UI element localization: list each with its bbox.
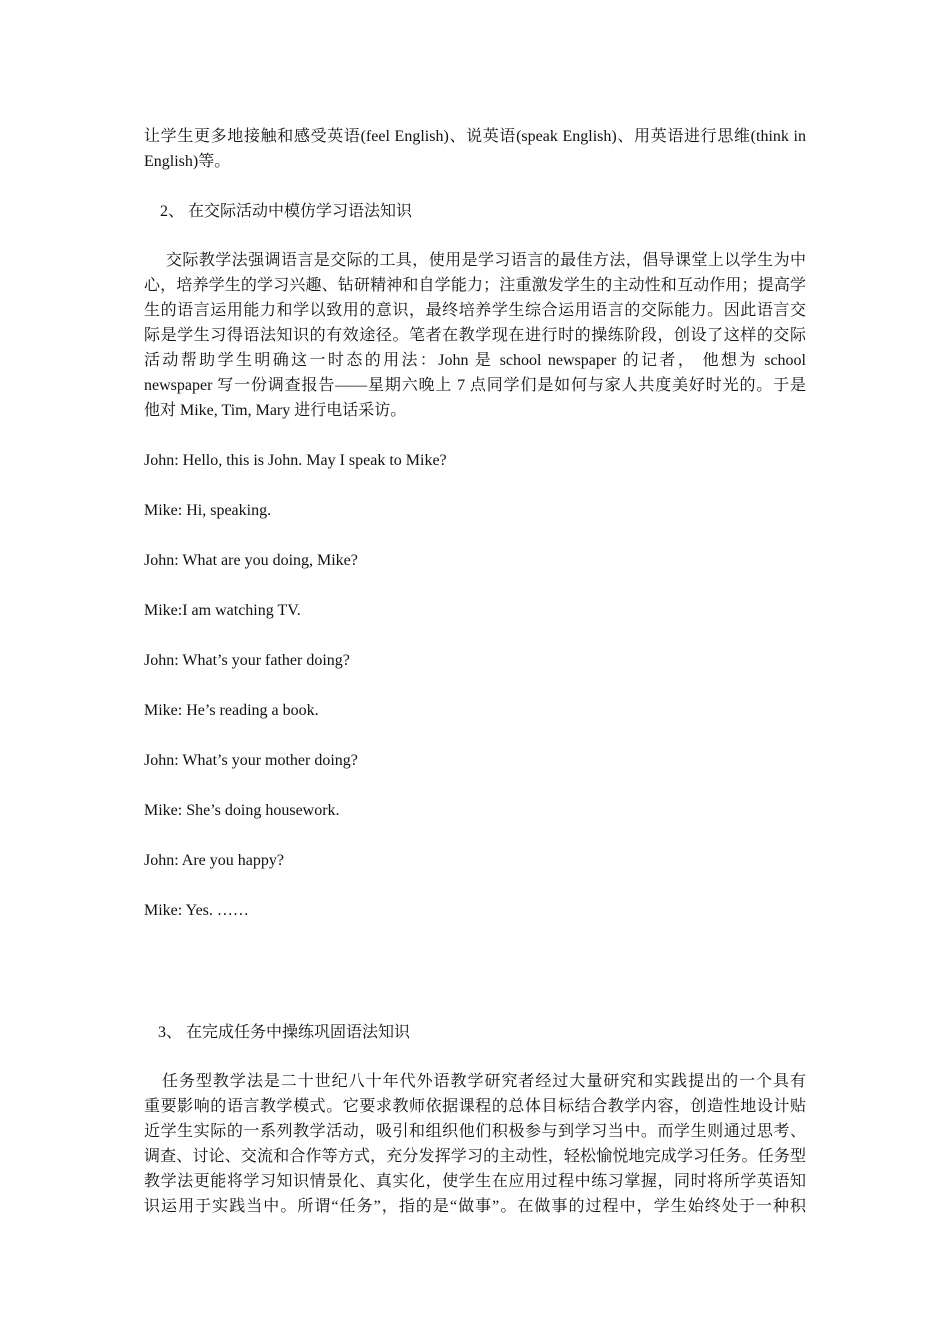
dialogue-line: John: What are you doing, Mike? (144, 552, 358, 569)
paragraph-line: 心，培养学生的学习兴趣、钻研精神和自学能力；注重激发学生的主动性和互动作用；提高学 (144, 277, 806, 294)
dialogue-line: Mike: She’s doing housework. (144, 802, 340, 819)
section-3-heading: 3、 在完成任务中操练巩固语法知识 (158, 1024, 411, 1041)
dialogue-line: Mike: Yes. …… (144, 902, 249, 919)
paragraph-line: newspaper 写一份调查报告——星期六晚上 7 点同学们是如何与家人共度美好时光的。于是 (144, 377, 806, 394)
dialogue-line: Mike:I am watching TV. (144, 602, 301, 619)
paragraph-line: 活动帮助学生明确这一时态的用法：John 是 school newspaper 的记者， 他想为 school (144, 352, 806, 369)
dialogue-line: John: What’s your father doing? (144, 652, 350, 669)
paragraph-line: 识运用于实践当中。所谓“任务”，指的是“做事”。在做事的过程中，学生始终处于一种积 (144, 1198, 806, 1215)
paragraph-line: 近学生实际的一系列教学活动，吸引和组织他们积极参与到学习当中。而学生则通过思考、 (144, 1123, 806, 1140)
paragraph-line: 际是学生习得语法知识的有效途径。笔者在教学现在进行时的操练阶段，创设了这样的交际 (144, 327, 806, 344)
dialogue-line: Mike: Hi, speaking. (144, 502, 272, 519)
section-2-heading: 2、 在交际活动中模仿学习语法知识 (160, 203, 413, 220)
paragraph-line: 重要影响的语言教学模式。它要求教师依据课程的总体目标结合教学内容，创造性地设计贴 (144, 1098, 806, 1115)
paragraph-line: 他对 Mike, Tim, Mary 进行电话采访。 (144, 402, 407, 419)
paragraph-line: 让学生更多地接触和感受英语(feel English)、说英语(speak English)、用英语进行思维(think in (144, 128, 806, 145)
dialogue-line: John: Are you happy? (144, 852, 284, 869)
section-3-paragraph (144, 1069, 806, 1219)
intro-paragraph (144, 124, 806, 174)
paragraph-line: English)等。 (144, 153, 231, 170)
paragraph-line: 任务型教学法是二十世纪八十年代外语教学研究者经过大量研究和实践提出的一个具有 (162, 1073, 806, 1090)
section-2-paragraph (144, 248, 806, 423)
paragraph-line: 交际教学法强调语言是交际的工具，使用是学习语言的最佳方法，倡导课堂上以学生为中 (166, 252, 806, 269)
dialogue-line: John: Hello, this is John. May I speak to Mike? (144, 452, 447, 469)
paragraph-line: 生的语言运用能力和学以致用的意识，最终培养学生综合运用语言的交际能力。因此语言交 (144, 302, 806, 319)
paragraph-line: 调查、讨论、交流和合作等方式，充分发挥学习的主动性，轻松愉悦地完成学习任务。任务型 (144, 1148, 806, 1165)
dialogue-line: John: What’s your mother doing? (144, 752, 358, 769)
dialogue-line: Mike: He’s reading a book. (144, 702, 319, 719)
paragraph-line: 教学法更能将学习知识情景化、真实化，使学生在应用过程中练习掌握，同时将所学英语知 (144, 1173, 806, 1190)
